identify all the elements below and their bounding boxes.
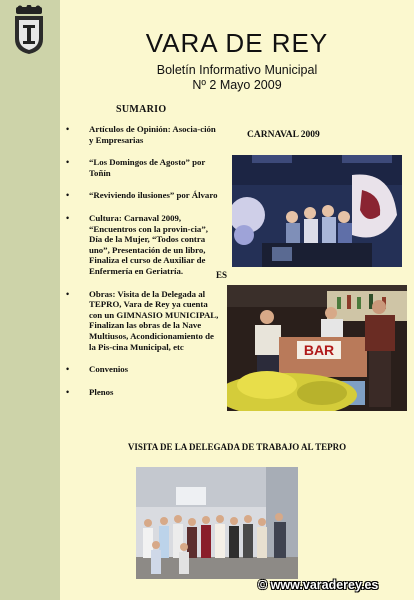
sumario-item: • “Los Domingos de Agosto” por Toñín <box>62 157 222 178</box>
sumario-list <box>62 124 222 409</box>
issue-line: Nº 2 Mayo 2009 <box>192 78 282 92</box>
bar-photo <box>227 285 407 411</box>
sumario-heading: SUMARIO <box>116 104 167 115</box>
sumario-item: • Cultura: Carnaval 2009, “Encuentros con la provin-cia”, Día de la Mujer, “Todos contra uno”, Presentación de un libro, Finaliza el curso de Auxiliar de Enfermería en Geriatría. <box>62 213 222 277</box>
carnaval-photo <box>232 155 402 267</box>
newsletter-title: VARA DE REY <box>145 28 329 58</box>
visita-caption: VISITA DE LA DELEGADA DE TRABAJO AL TEPRO <box>127 442 347 452</box>
newsletter-subtitle <box>60 63 414 93</box>
bar-sign-text: BAR <box>303 342 335 358</box>
municipal-crest-icon <box>12 5 46 55</box>
website-watermark: © www.varaderey.es <box>258 578 379 592</box>
sumario-item: • Artículos de Opinión: Asocia-ción y Empresarias <box>62 124 222 145</box>
es-caption: ES <box>216 270 228 280</box>
visita-photo <box>136 467 298 579</box>
subtitle-line: Boletín Informativo Municipal <box>156 63 318 77</box>
sidebar-band <box>0 0 60 600</box>
sumario-item: • “Reviviendo ilusiones” por Álvaro <box>62 190 222 201</box>
sumario-item: • Obras: Visita de la Delegada al TEPRO, Vara de Rey ya cuenta con un GIMNASIO MUNICIPAL, Finalizan las obras de la Nave Multiusos, Acondicionamiento de la Pis-cina Municipal, etc <box>62 289 222 353</box>
sumario-item: • Plenos <box>62 387 222 398</box>
carnaval-caption: CARNAVAL 2009 <box>247 130 320 140</box>
sumario-item: • Convenios <box>62 364 222 375</box>
